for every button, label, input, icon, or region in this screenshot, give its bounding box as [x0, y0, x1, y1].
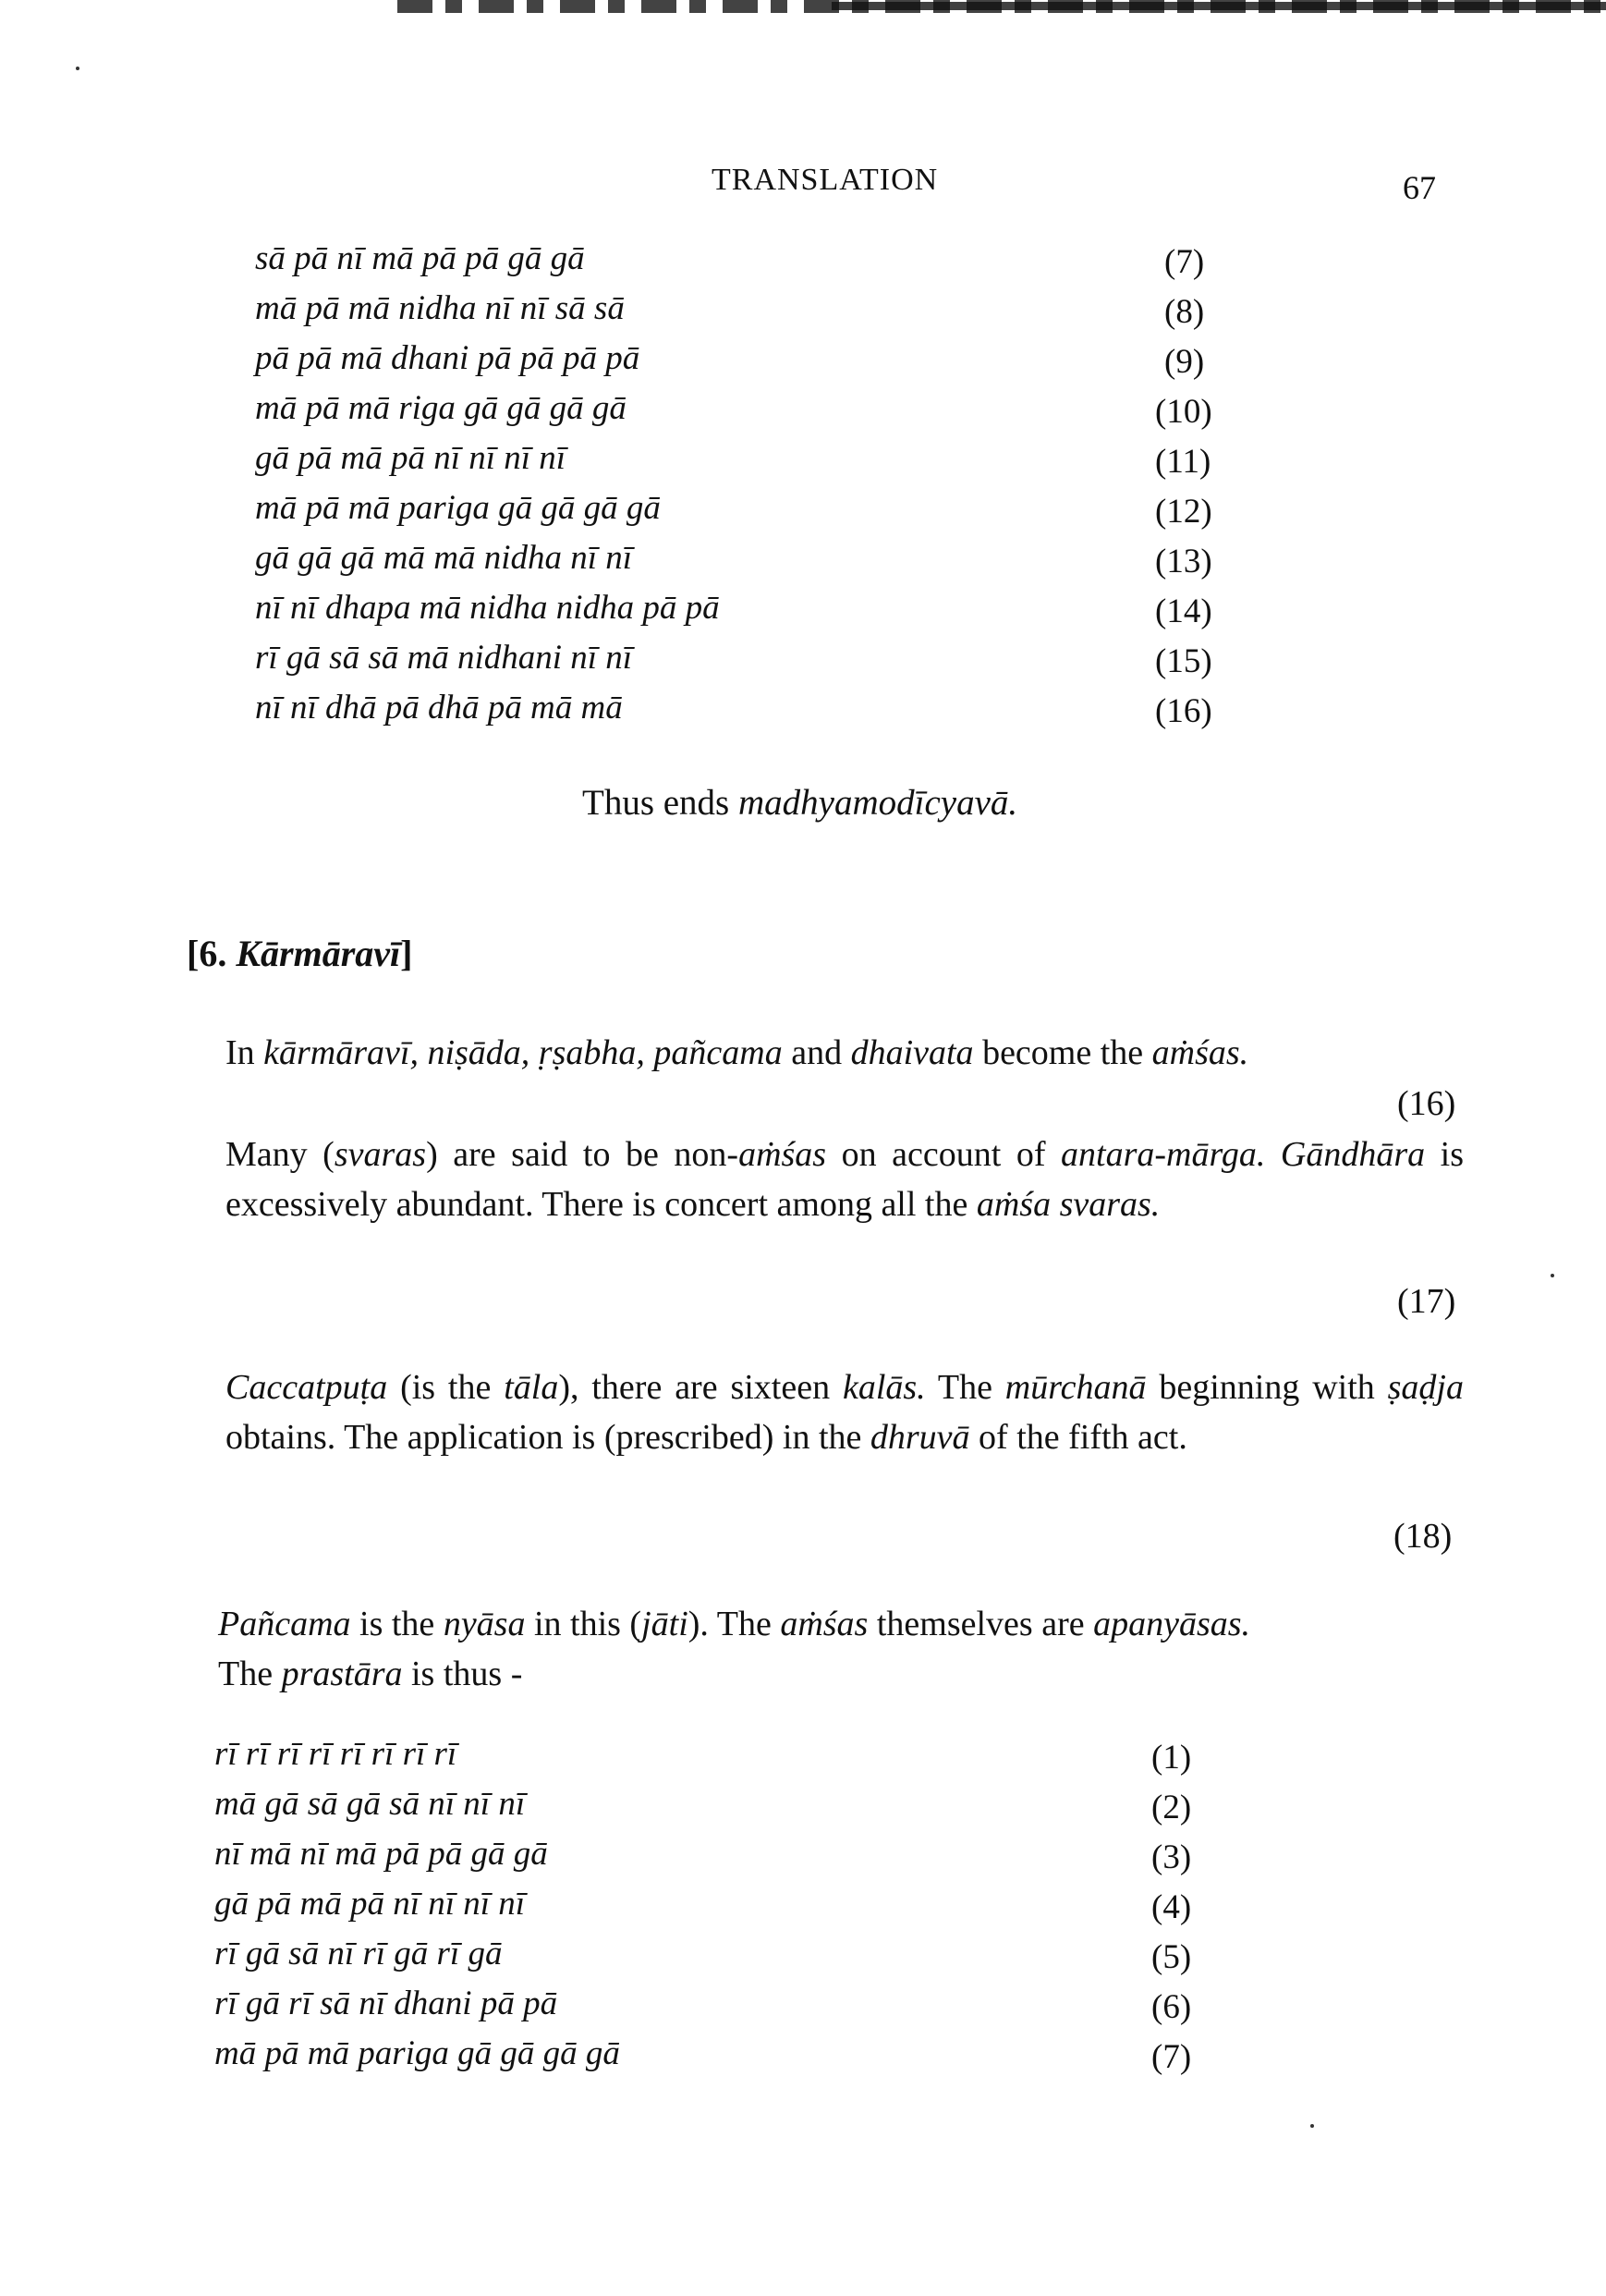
verse-line: rī gā rī sā nī dhani pā pā — [214, 1985, 558, 2022]
verse-line: mā pā mā pariga gā gā gā gā — [255, 489, 661, 527]
running-head: TRANSLATION — [712, 163, 939, 197]
verse-line: mā pā mā nidha nī nī sā sā — [255, 289, 625, 327]
paragraph: Caccatpuṭa (is the tāla), there are sixteen kalās. The mūrchanā beginning with ṣaḍja obtains. The application is (prescribed) in the dhruvā of the fifth act. — [225, 1368, 1464, 1457]
verse-number: (2) — [1151, 1789, 1192, 1826]
verse-number: (6) — [1151, 1988, 1192, 2026]
verse-number: (7) — [1151, 2038, 1192, 2076]
verse-number: (9) — [1164, 343, 1205, 381]
scan-top-edge-dark — [832, 2, 1606, 10]
verse-line: gā pā mā pā nī nī nī nī — [255, 439, 566, 477]
verse-line: mā pā mā riga gā gā gā gā — [255, 389, 627, 427]
verse-number: (16) — [1155, 692, 1212, 730]
verse-number: (7) — [1164, 243, 1205, 281]
section-heading: [6. Kārmāravī] — [187, 933, 413, 974]
verse-number: (13) — [1155, 543, 1212, 580]
verse-line: nī nī dhapa mā nidha nidha pā pā — [255, 589, 720, 627]
verse-line: gā pā mā pā nī nī nī nī — [214, 1885, 526, 1923]
scan-speck — [1310, 2124, 1314, 2128]
section-closing: Thus ends madhyamodīcyavā. — [582, 783, 1018, 823]
verse-number: (1) — [1151, 1739, 1192, 1777]
verse-number: (11) — [1155, 443, 1211, 481]
verse-line: gā gā gā mā mā nidha nī nī — [255, 539, 633, 577]
paragraph: In kārmāravī, niṣāda, ṛṣabha, pañcama and dhaivata become the aṁśas. — [225, 1033, 1249, 1072]
verse-number: (12) — [1155, 493, 1212, 531]
verse-number: (16) — [1397, 1084, 1456, 1123]
scan-speck — [76, 67, 79, 70]
verse-number: (18) — [1393, 1517, 1453, 1556]
verse-number: (5) — [1151, 1938, 1192, 1976]
verse-line: mā pā mā pariga gā gā gā gā — [214, 2034, 620, 2072]
paragraph: Pañcama is the nyāsa in this (jāti). The aṁśas themselves are apanyāsas. The prastāra is thus - — [218, 1605, 1251, 1693]
verse-number: (14) — [1155, 592, 1212, 630]
verse-line: mā gā sā gā sā nī nī nī — [214, 1785, 526, 1823]
verse-line: pā pā mā dhani pā pā pā pā — [255, 339, 640, 377]
verse-line: nī mā nī mā pā pā gā gā — [214, 1835, 548, 1873]
verse-number: (10) — [1155, 393, 1212, 431]
verse-line: rī gā sā nī rī gā rī gā — [214, 1935, 503, 1972]
verse-line: nī nī dhā pā dhā pā mā mā — [255, 689, 623, 727]
page-number: 67 — [1403, 169, 1436, 206]
verse-number: (8) — [1164, 293, 1205, 331]
verse-line: rī gā sā sā mā nidhani nī nī — [255, 639, 633, 677]
scan-speck — [1551, 1274, 1554, 1277]
verse-line: sā pā nī mā pā pā gā gā — [255, 239, 585, 277]
paragraph: Many (svaras) are said to be non-aṁśas on account of antara-mārga. Gāndhāra is excessively abundant. There is concert among all the aṁśa svaras. — [225, 1135, 1464, 1224]
verse-number: (15) — [1155, 642, 1212, 680]
verse-number: (4) — [1151, 1888, 1192, 1926]
verse-line: rī rī rī rī rī rī rī rī — [214, 1735, 457, 1773]
verse-number: (3) — [1151, 1838, 1192, 1876]
verse-number: (17) — [1397, 1282, 1456, 1321]
